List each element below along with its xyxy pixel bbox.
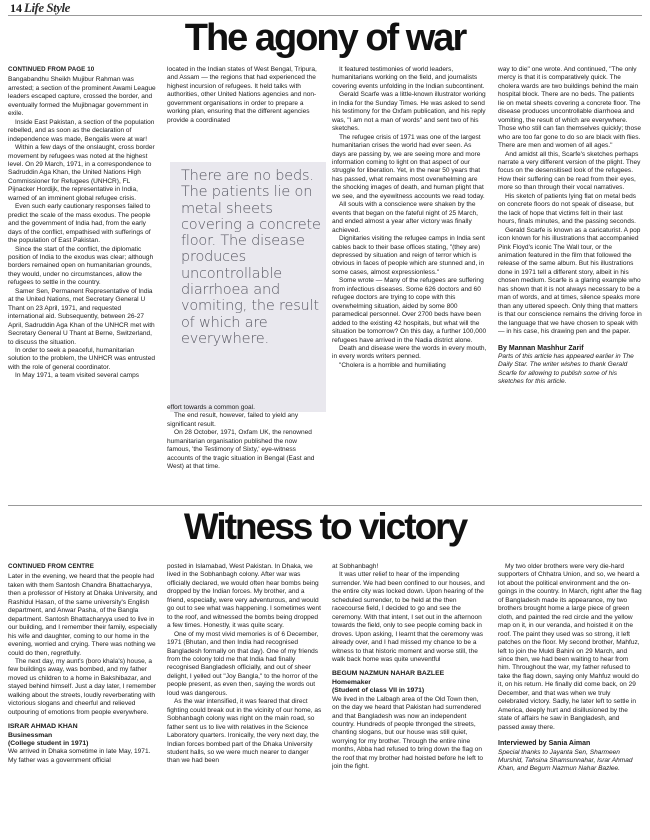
paragraph: The end result, however, failed to yield any significant result. — [167, 412, 299, 428]
story2-column-1 — [8, 563, 158, 765]
paragraph: Later in the evening, we heard that the people had taken with them Santosh Chandra Bhattacharyya, then a professor of History at Dhaka University, and Rashidul Hasan, of the same university's English department, and Anwar Pasha, of the Bangla department. Santosh Bhattacharyya used to live in our building, and I remember their family, especially his wife and daughter, coming to our home in the evening, worried and crying. There was nothing we could do then, regretfully. — [8, 573, 158, 657]
speaker-class: (Student of class VII in 1971) — [332, 687, 425, 695]
speaker-name: BEGUM NAZMUN NAHAR BAZLEE — [332, 670, 445, 678]
paragraph: way to die" one wrote. And continued, "The only mercy is that it is comparatively quick. The cholera wards are two buildings behind the main hospital block. There are no beds. The patients lie on metal sheets covering a concrete floor. The disease produces uncontrollable diarrhoea and vomiting, the result of which are everywhere. Those who still can fan themselves quickly; those who are too far gone to do so are black with flies. There are men and women of all ages." — [498, 66, 642, 150]
section-logo: Life Style — [24, 0, 70, 15]
paragraph: One of my most vivid memories is of 6 December, 1971 (Bhutan, and then India had recognised Bangladesh formally on that day). One of my friends from the colony told me that India had finally recognised Bangladesh officially, and out of sheer delight, I yelled out "Joy Bangla," to the horror of the people present, as even then, saying the words out loud was dangerous. — [167, 630, 319, 697]
story2-column-2 — [167, 563, 322, 766]
speaker-role: Businessman — [8, 731, 53, 739]
paragraph: Since the start of the conflict, the diplomatic position of India to the exodus was clear; although borders remained open on humanitarian grounds, they would, under no circumstances, allow the refugees to settle in the country. — [8, 245, 154, 287]
paragraph: effort towards a common goal. — [167, 404, 255, 411]
paragraph: Within a few days of the onslaught, cross border movement by refugees was noted at the highest level. On 29 March, 1971, in a correspondence to Sadruddin Aga Khan, the United Nations High Commissioner for Refugees (UNHCR), FL Pijnacker Hordijk, the representative in India, warned of an imminent global refugee crisis. — [8, 144, 155, 202]
headline-agony-of-war: The agony of war — [184, 17, 466, 59]
story2-column-4 — [498, 563, 642, 774]
headline-witness-to-victory: Witness to victory — [183, 506, 467, 547]
paragraph: "Cholera is a horrible and humiliating — [339, 361, 446, 369]
paragraph: In order to seek a peaceful, humanitarian solution to the problem, the UNHCR was entrusted with the role of general coordinator. — [8, 346, 156, 371]
paragraph: Gerald Scarfe is known as a caricaturist. A pop icon known for his illustrations that accompanied Pink Floyd's iconic The Wall tour, or the animation featured in the film that followed the release of the same album. But his illustrations done in 1971 tell a different story, albeit in his chosen medium. Scarfe is a glaring example who has shown that it is not always necessary to be a man of words, and at times, silence speaks more than any uttered speech. Only thing that matters is that our conscience remains the driving force in the language that we have chosen to speak with — in his case, his drawing pen and the paper. — [498, 226, 642, 336]
paragraph: It featured testimonies of world leaders, humanitarians working on the field, and journalists covering events unfolding in the Indian subcontinent. — [332, 66, 485, 90]
thanks-note: Special thanks to Jayanta Sen, Sharmeen Murshid, Tahsina Shamsunnahar, Israr Ahmad Khan, and Begum Nazmun Nahar Bazlee. — [498, 748, 633, 773]
paragraph: His sketch of patients lying flat on metal beds on concrete floors do not speak of disease, but the lack of hope that victims felt in their last hours, finals minutes, and the passing seconds. — [498, 192, 637, 226]
paragraph: The refugee crisis of 1971 was one of the largest humanitarian crises the world had ever seen. As days are passing by, we are seeing more and more information coming to light on that aspect of our struggle for liberation. Yet, in the near 50 years that has passed, what remains most overwhelming are the shocking images of death, and human plight that we see, and the eyewitness accounts we read today. — [332, 133, 485, 200]
pull-quote: There are no beds. The patients lie on metal sheets covering a concrete floor. The disease produces uncontrollable diarrhoea and vomiting, the result of which are everywhere. — [181, 168, 321, 347]
paragraph: All souls with a conscience were shaken by the events that began on the fateful night of 25 March, and ended almost a year after victory was finally achieved. — [332, 201, 478, 234]
credit-note: Parts of this article has appeared earlier in The Daily Star. The writer wishes to thank Gerald Scarfe for allowing to publish some of his sketches for this article. — [498, 352, 634, 386]
paragraph: We lived in the Lalbagh area of the Old Town then, on the day we heard that Pakistan had surrendered and that Bangladesh was now an independent country. Hundreds of people thronged the streets, chanting slogans, but our house was still quiet, worrying for my brother. Through the entire nine months, Abba had refused to bring down the flag on the roof that my brother had hoisted before he left to join the fight. — [332, 695, 484, 771]
paragraph: Inside East Pakistan, a section of the population rebelled, and as soon as the declaration of independence was made, Bengalis were at war! — [8, 118, 155, 143]
paragraph: As the war intensified, it was feared that direct fighting could break out in the vicinity of our home, as Sobhanbagh colony was right on the main road, so father sent us to live with relatives in the Science Laboratory quarters. Ironically, the very next day, the Indian forces bombed part of the Dhaka University student halls, so we were much nearer to danger than we had been — [167, 698, 322, 765]
paragraph: It was utter relief to hear of the impending surrender. We had been confined to our houses, and the entire city was locked down. Upon hearing of the scheduled surrender, to be held at the then racecourse field, I decided to go and see the ceremony. With that intent, I set out in the afternoon towards the field, only to see people coming back in droves. Upon asking, I learnt that the ceremony was already over, and I had missed my chance to be a witness to that historic moment and worse still, the walk back home was quite uneventful — [332, 571, 485, 663]
paragraph: And amidst all this, Scarfe's sketches perhaps narrate a very different version of the plight. They focus on the desensitised look of the refugees. How their suffering can be read from their eyes, more so than through their vocal narratives. — [498, 150, 641, 192]
paragraph: Even such early cautionary responses failed to predict the scale of the mass exodus. The people and the government of India had, from the early days of the conflict, empathised with sufferings of the population of East Pakistan. — [8, 203, 151, 245]
top-rule — [8, 15, 642, 16]
page-number: 14 — [10, 1, 22, 15]
paragraph: Some wrote — Many of the refugees are suffering from infectious diseases. Some 626 doctors and 60 refugee doctors are trying to cope with this overwhelming situation, aided by some 800 paramedical personnel. Over 2700 beds have been added to the existing 42 hospitals, but what will the situation be tomorrow? On this day, a further 100,000 refugees have arrived in the Nadia district alone. — [332, 277, 487, 344]
speaker-name: ISRAR AHMAD KHAN — [8, 723, 78, 731]
kicker: CONTINUED FROM CENTRE — [8, 563, 94, 570]
story1-column-4 — [498, 66, 642, 387]
byline: By Mannan Mashhur Zarif — [498, 344, 584, 352]
paragraph: Dignitaries visiting the refugee camps in India sent cables back to their base offices stating, "(they are) depressed by situation and reign of terror which is obvious in faces of people which are stunned and, in some cases, almost expressionless." — [332, 235, 485, 276]
story1-column-2-top — [167, 66, 322, 125]
paragraph: Gerald Scarfe was a little-known illustrator working in India for the Sunday Times. He was asked to send his testimony for the Oxfam publication, and his reply was, "I am not a man of words" and sent two of his sketches. — [332, 91, 486, 133]
story2-column-3 — [332, 563, 487, 772]
speaker-class: (College student in 1971) — [8, 739, 89, 747]
paragraph: My two older brothers were very die-hard supporters of Chhatra Union, and so, we heard a lot about the political environment and the on-goings in the country. In March, right after the flag of Bangladesh made its appearance, my two brothers brought home a large piece of green cloth, and painted the red circle and the yellow map on it, in our veranda, and hoisted it on the roof. The paint they used was so strong, it left patches on the floor. My second brother, Mahfuz, left to join the Mukti Bahini on 29 March, and since then, we had been waiting to hear from him. Throughout the war, my father refused to take the flag down, saying only Mahfuz would do it, on his return. He finally did come back, on 29 December, and that was when we truly celebrated victory. Sadly, he later left to settle in America, deeply hurt and disillusioned by the state of affairs he saw in Bangladesh, and passed away there. — [498, 563, 642, 731]
paragraph: The next day, my aunt's (boro khala's) house, a few buildings away, was bombed, and my father moved us children to a home in Bakshibazar, and stayed behind himself. Just a day later, I remember walking about the streets, loudly reverberating with victorious slogans and cheerful and relieved outpouring of emotions from people everywhere. — [8, 657, 157, 716]
paragraph: at Sobhanbagh! — [332, 563, 379, 570]
speaker-role: Homemaker — [332, 678, 371, 686]
kicker: CONTINUED FROM PAGE 10 — [8, 66, 95, 73]
paragraph: posted in Islamabad, West Pakistan. In Dhaka, we lived in the Sobhanbagh colony. After war was officially declared, we would often hear bombs being dropped by the Indian forces. My brother, and a friend, especially, were very adventurous, and would go out to see what was happening. I sometimes went to the roof, and witnessed the bombs being dropped a few times. Honestly, it was quite scary. — [167, 563, 321, 630]
paragraph: Bangabandhu Sheikh Mujibur Rahman was arrested; a section of the prominent Awami League leaders escaped capture, crossed the border, and eventually formed the Mujibnagar government in exile. — [8, 76, 156, 118]
interviewer-byline: Interviewed by Sania Aiman — [498, 740, 591, 748]
story1-column-3 — [332, 66, 487, 370]
paragraph: In May 1971, a team visited several camps — [15, 372, 140, 380]
paragraph: Samer Sen, Permanent Representative of India at the United Nations, met Secretary General U Thant on 23 April, 1971, and requested international aid. Subsequently, between 26-27 April, Sadruddin Aga Khan of the UNHCR met with Secretary General U Thant at Berne, Switzerland, to discuss the situation. — [8, 287, 155, 346]
paragraph: We arrived in Dhaka sometime in late May, 1971. My father was a government official — [8, 748, 151, 764]
paragraph: located in the Indian states of West Bengal, Tripura, and Assam — the regions that had experienced the highest incursion of refugees. It held talks with authorities, other United Nations agencies and non-government organisations in order to prepare a working plan, ensuring that the different agencies provide a coordinated — [167, 66, 317, 124]
paragraph: On 28 October, 1971, Oxfam UK, the renowned humanitarian organisation published the now famous, 'the Testimony of Sixty,' eye-witness accounts of the tragic situation in Bengal (East and West) at that time. — [167, 429, 315, 471]
story1-column-2-bottom — [167, 404, 322, 472]
story1-column-1 — [8, 66, 158, 381]
paragraph: Death and disease were the words in every mouth, in every words writers penned. — [332, 344, 487, 361]
